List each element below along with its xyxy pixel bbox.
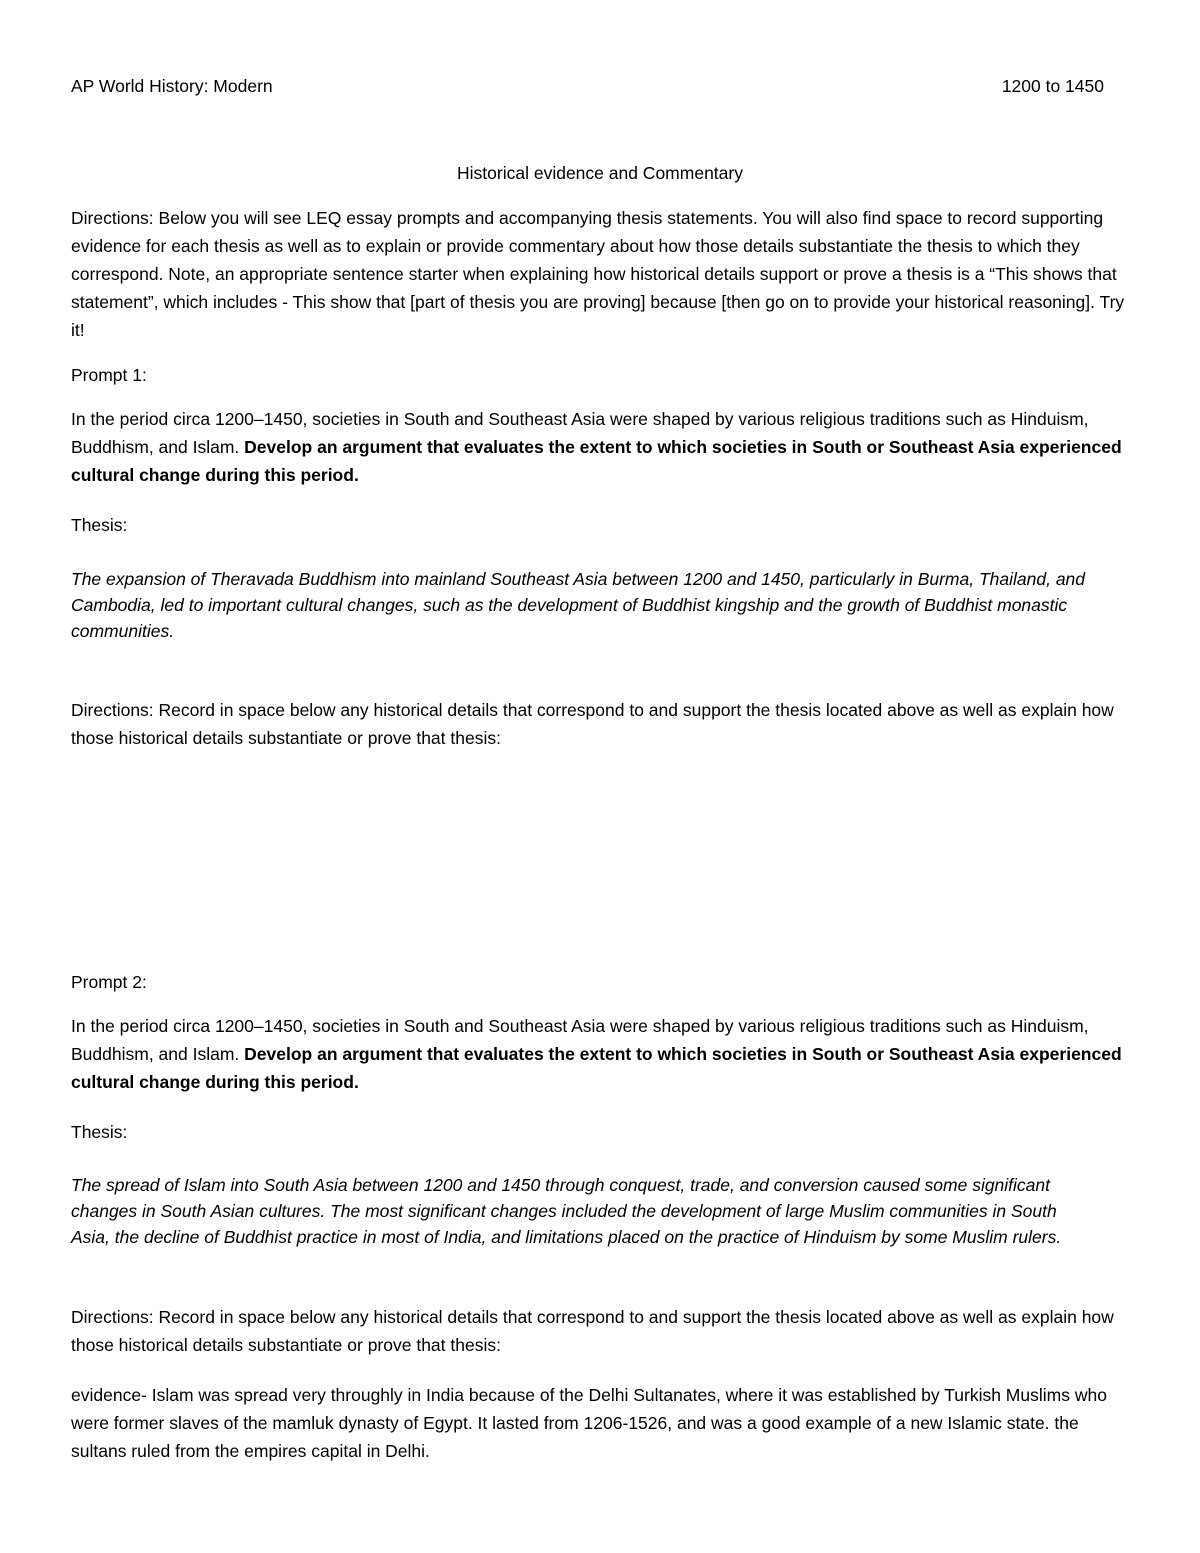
prompt-1-task: Develop an argument that evaluates the extent to which societies in South or Southeast Asia experienced cultural change during this period. [71, 437, 1122, 485]
prompt-2-text [71, 1012, 1126, 1096]
intro-directions: Directions: Below you will see LEQ essay prompts and accompanying thesis statements. You will also find space to record supporting evidence for each thesis as well as to explain or provide commentary about how those details substantiate the thesis to which they correspond. Note, an appropriate sentence starter when explaining how historical details support or prove a thesis is a “This shows that statement”, which includes - This show that [part of thesis you are proving] because [then go on to provide your historical reasoning]. Try it! [71, 208, 1125, 340]
prompt-1-context: In the period circa 1200–1450, societies in South and Southeast Asia were shaped by various religious traditions such as Hinduism, Buddhism, and Islam. [71, 409, 1089, 457]
document-title: Historical evidence and Commentary [457, 163, 743, 183]
prompt-1-thesis: The expansion of Theravada Buddhism into mainland Southeast Asia between 1200 and 1450, particularly in Burma, Thailand, and Cambodia, led to important cultural changes, such as the development of Buddhist kingship and the growth of Buddhist monastic communities. [71, 569, 1086, 641]
prompt-2-evidence: evidence- Islam was spread very throughly in India because of the Delhi Sultanates, where it was established by Turkish Muslims who were former slaves of the mamluk dynasty of Egypt. It lasted from 1206-1526, and was a good example of a new Islamic state. the sultans ruled from the empires capital in Delhi. [71, 1385, 1107, 1461]
prompt-2-directions: Directions: Record in space below any historical details that correspond to and support the thesis located above as well as explain how those historical details substantiate or prove that thesis: [71, 1307, 1114, 1355]
time-period: 1200 to 1450 [1001, 76, 1104, 96]
prompt-1-text [71, 405, 1126, 489]
page-header [71, 74, 1104, 98]
prompt-2-thesis-label: Thesis: [71, 1122, 128, 1142]
course-name: AP World History: Modern [71, 76, 273, 96]
prompt-2-label: Prompt 2: [71, 972, 147, 992]
prompt-1-label: Prompt 1: [71, 365, 147, 385]
prompt-2-thesis: The spread of Islam into South Asia between 1200 and 1450 through conquest, trade, and conversion caused some significant changes in South Asian cultures. The most significant changes included the development of large Muslim communities in South Asia, the decline of Buddhist practice in most of India, and limitations placed on the practice of Hinduism by some Muslim rulers. [71, 1175, 1062, 1247]
prompt-2-task: Develop an argument that evaluates the extent to which societies in South or Southeast Asia experienced cultural change during this period. [71, 1044, 1122, 1092]
prompt-1-thesis-label: Thesis: [71, 515, 128, 535]
prompt-2-context: In the period circa 1200–1450, societies in South and Southeast Asia were shaped by various religious traditions such as Hinduism, Buddhism, and Islam. [71, 1016, 1089, 1064]
prompt-1-directions: Directions: Record in space below any historical details that correspond to and support the thesis located above as well as explain how those historical details substantiate or prove that thesis: [71, 700, 1114, 748]
